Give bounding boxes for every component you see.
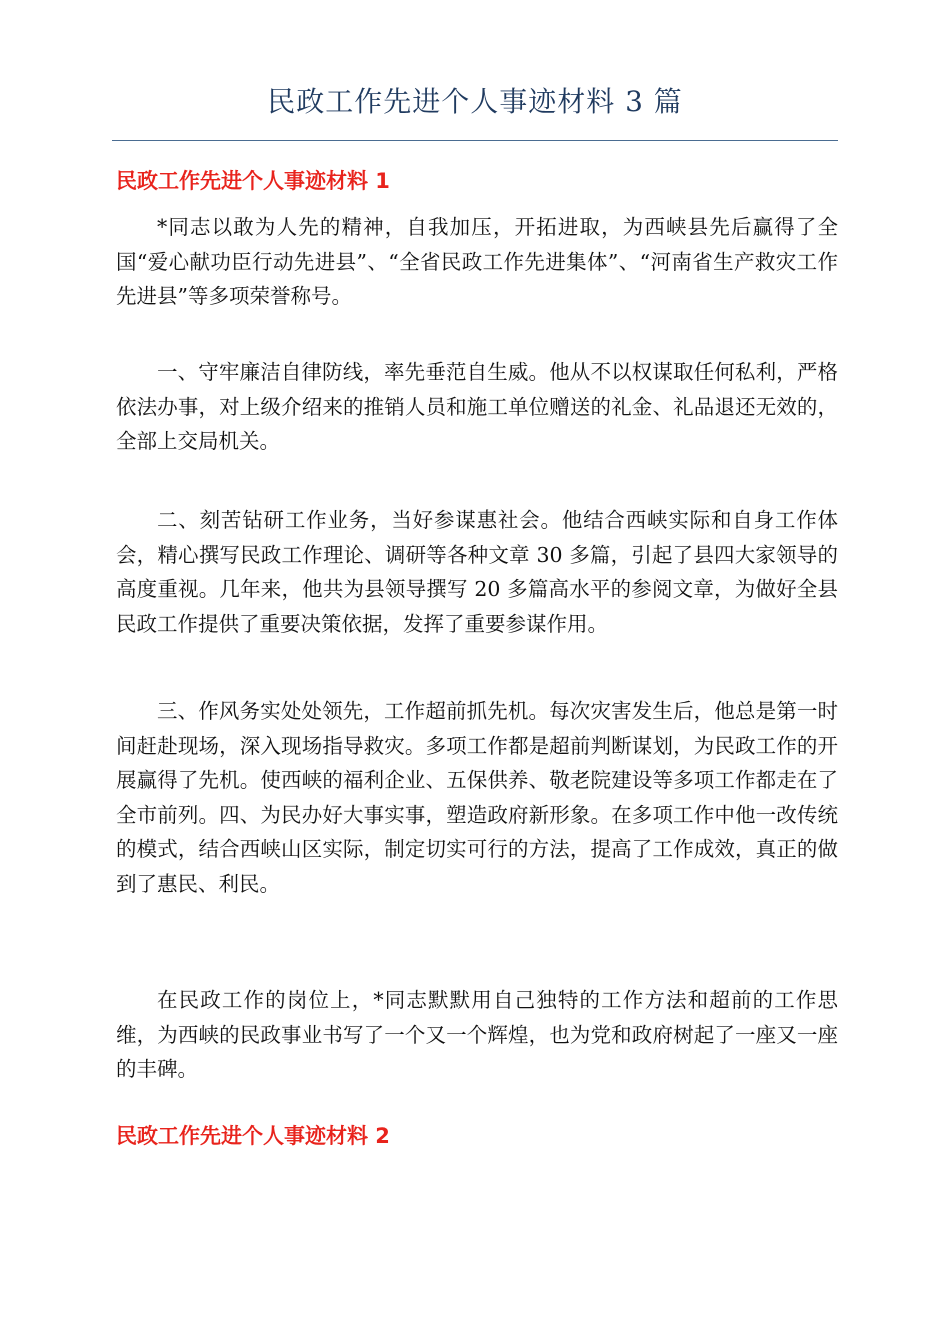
section-heading-1: 民政工作先进个人事迹材料 1 <box>116 169 390 193</box>
document-title: 民政工作先进个人事迹材料 3 篇 <box>267 85 683 118</box>
section-heading-2: 民政工作先进个人事迹材料 2 <box>116 1124 390 1148</box>
paragraph-3: 二、刻苦钻研工作业务，当好参谋惠社会。他结合西峡实际和自身工作体会，精心撰写民政工作理论、调研等各种文章 30 多篇，引起了县四大家领导的高度重视。几年来，他共为县领导撰写 20 多篇高水平的参阅文章，为做好全县民政工作提供了重要决策依据，发挥了重要参谋作用。 <box>116 508 838 636</box>
paragraph-5: 在民政工作的岗位上，*同志默默用自己独特的工作方法和超前的工作思维，为西峡的民政事业书写了一个又一个辉煌，也为党和政府树起了一座又一座的丰碑。 <box>116 988 838 1082</box>
title-divider <box>112 140 838 141</box>
paragraph-2: 一、守牢廉洁自律防线，率先垂范自生威。他从不以权谋取任何私利，严格依法办事，对上级介绍来的推销人员和施工单位赠送的礼金、礼品退还无效的，全部上交局机关。 <box>116 360 838 454</box>
paragraph-4: 三、作风务实处处领先，工作超前抓先机。每次灾害发生后，他总是第一时间赶赴现场，深入现场指导救灾。多项工作都是超前判断谋划，为民政工作的开展赢得了先机。使西峡的福利企业、五保供养、敬老院建设等多项工作都走在了全市前列。四、为民办好大事实事，塑造政府新形象。在多项工作中他一改传统的模式，结合西峡山区实际，制定切实可行的方法，提高了工作成效，真正的做到了惠民、利民。 <box>116 699 838 896</box>
paragraph-1: *同志以敢为人先的精神，自我加压，开拓进取，为西峡县先后赢得了全国“爱心献功臣行动先进县”、“全省民政工作先进集体”、“河南省生产救灾工作先进县”等多项荣誉称号。 <box>116 215 838 309</box>
